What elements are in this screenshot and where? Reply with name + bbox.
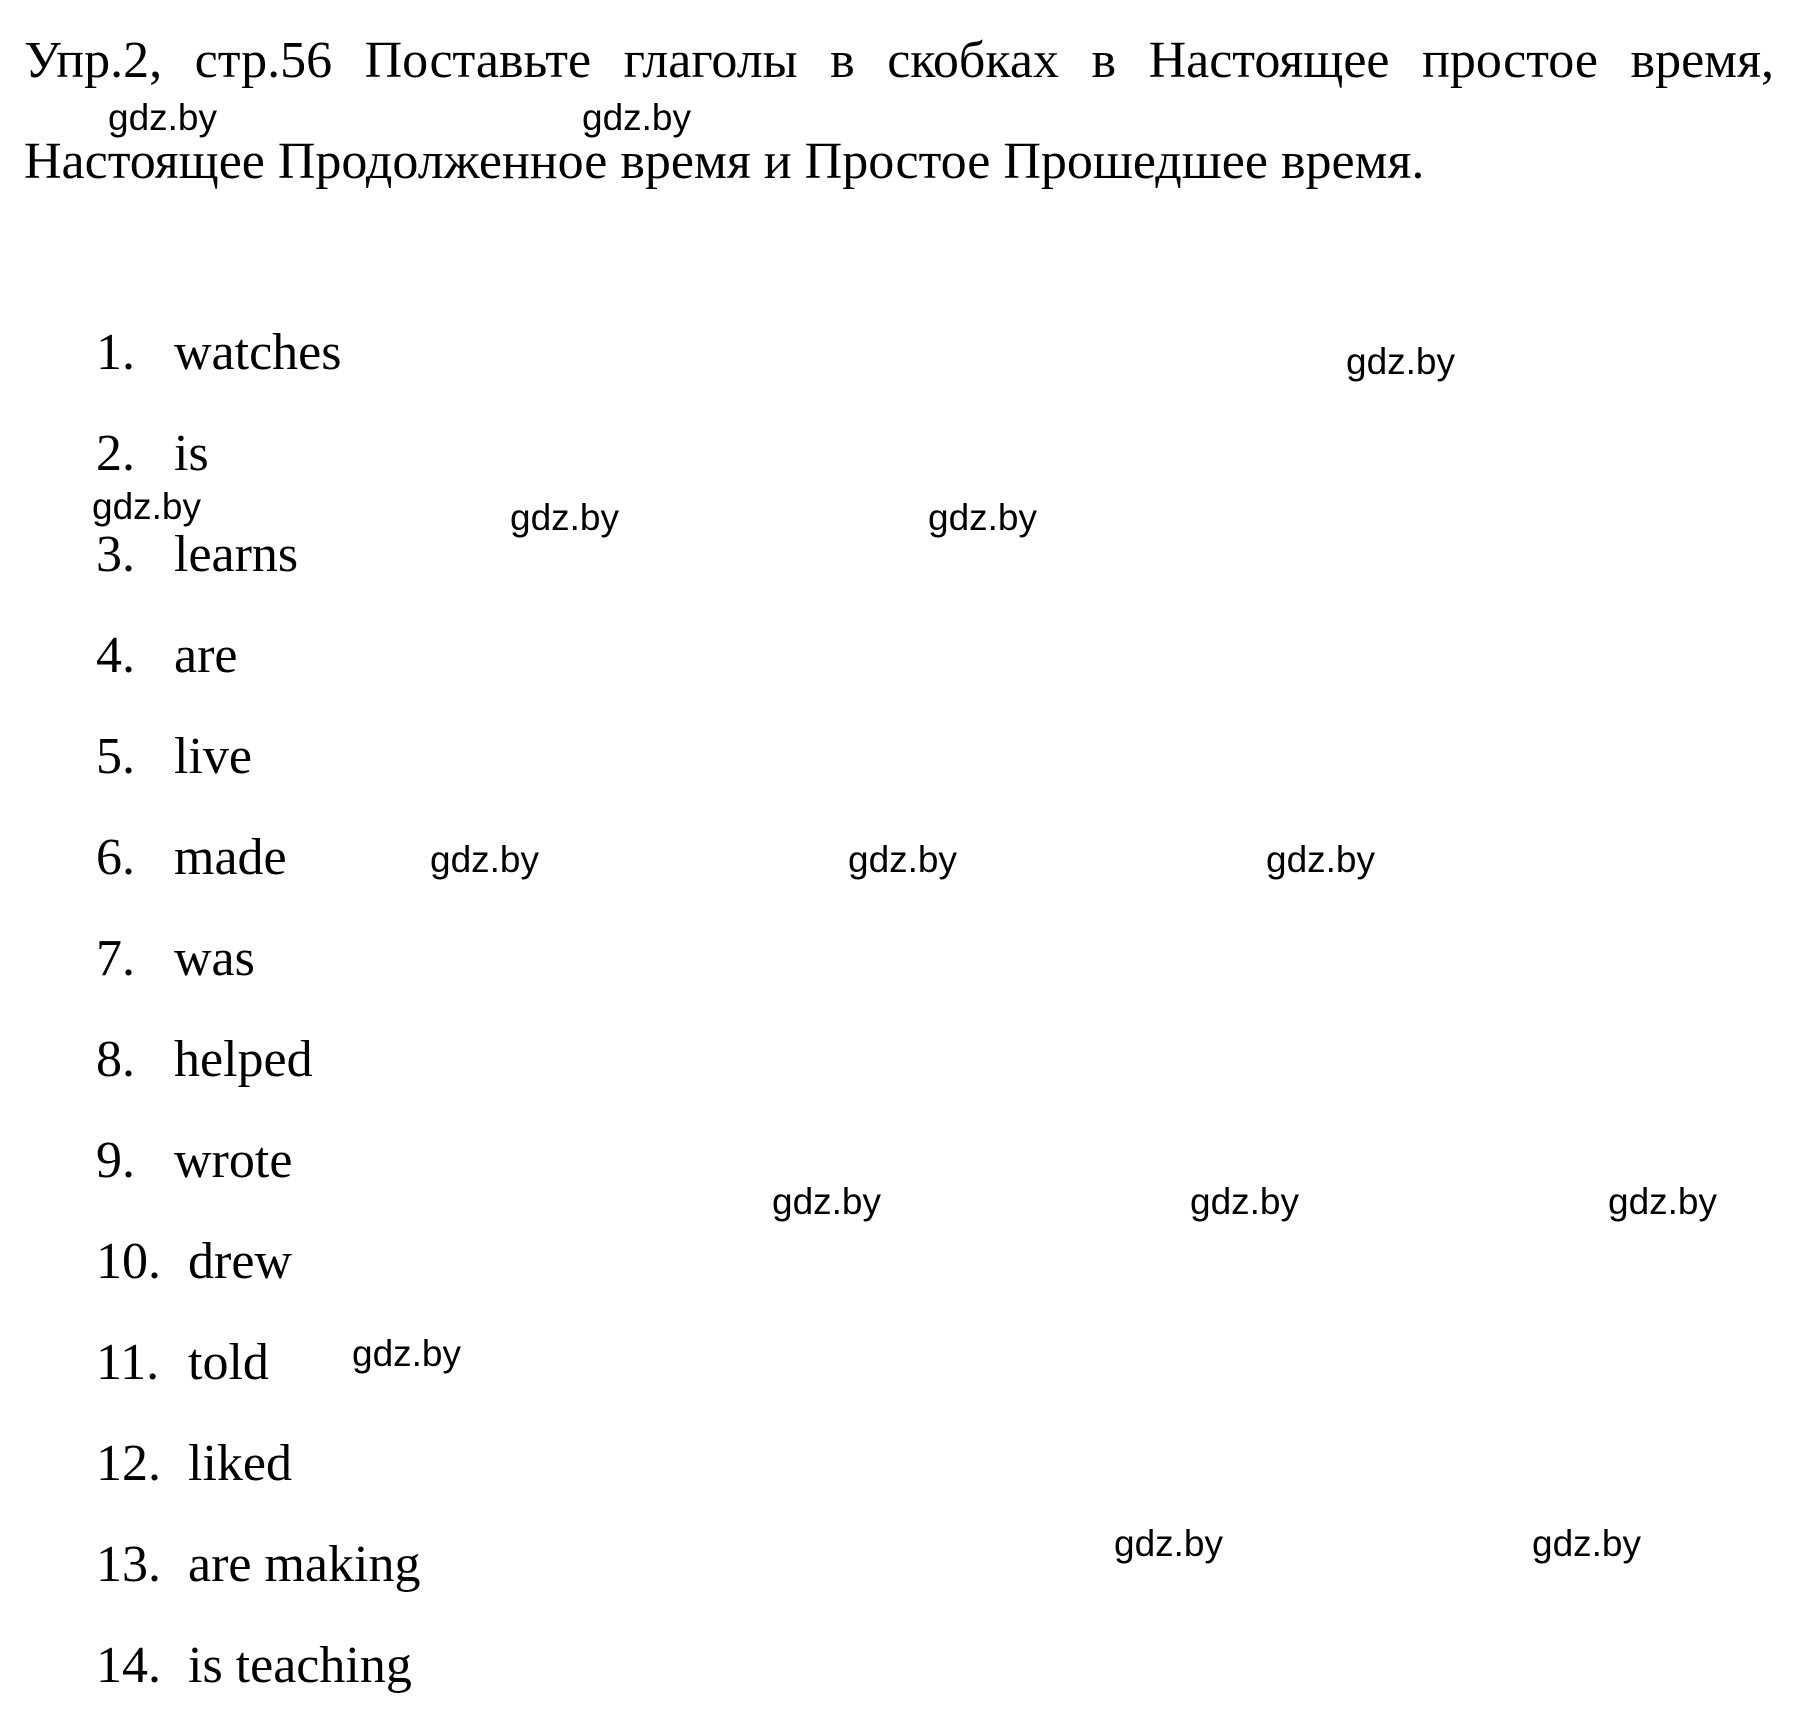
watermark-text: gdz.by [1114, 1523, 1224, 1564]
item-answer: watches [174, 324, 342, 381]
watermark-text: gdz.by [1608, 1181, 1718, 1222]
item-number: 10. [96, 1233, 161, 1290]
watermark-text: gdz.by [772, 1181, 882, 1222]
item-answer: made [174, 829, 287, 886]
exercise-instruction: Упр.2, стр.56 Поставьте глаголы в скобках в Настоящее простое время, Настоящее Продолженное время и Простое Прошедшее время. [24, 32, 1774, 190]
item-answer: was [174, 930, 255, 987]
item-answer: are making [188, 1536, 421, 1593]
item-answer: is [174, 425, 209, 482]
watermark-text: gdz.by [1190, 1181, 1300, 1222]
item-answer: wrote [174, 1132, 293, 1189]
item-number: 4. [96, 627, 135, 684]
watermark-text: gdz.by [928, 497, 1038, 538]
item-number: 3. [96, 526, 135, 583]
item-answer: liked [188, 1435, 292, 1492]
item-answer: helped [174, 1031, 313, 1088]
watermark-text: gdz.by [92, 486, 202, 527]
item-number: 1. [96, 324, 135, 381]
list-item [96, 1110, 420, 1211]
item-number: 13. [96, 1536, 161, 1593]
list-item [96, 1211, 420, 1312]
item-answer: live [174, 728, 252, 785]
watermark-text: gdz.by [510, 497, 620, 538]
item-number: 2. [96, 425, 135, 482]
item-number: 9. [96, 1132, 135, 1189]
watermark-text: gdz.by [1532, 1523, 1642, 1564]
watermark-text: gdz.by [352, 1333, 462, 1374]
item-answer: are [174, 627, 238, 684]
item-number: 7. [96, 930, 135, 987]
list-item [96, 1413, 420, 1514]
list-item [96, 1009, 420, 1110]
list-item [96, 302, 420, 403]
item-answer: told [188, 1334, 269, 1391]
list-item [96, 1514, 420, 1615]
watermark-text: gdz.by [1266, 839, 1376, 880]
item-number: 5. [96, 728, 135, 785]
watermark-text: gdz.by [430, 839, 540, 880]
list-item [96, 706, 420, 807]
watermark-text: gdz.by [108, 97, 218, 138]
item-answer: drew [188, 1233, 292, 1290]
item-number: 8. [96, 1031, 135, 1088]
item-number: 6. [96, 829, 135, 886]
item-answer: is teaching [188, 1637, 412, 1694]
item-answer: learns [174, 526, 299, 583]
item-number: 14. [96, 1637, 161, 1694]
list-item [96, 1615, 420, 1716]
item-number: 12. [96, 1435, 161, 1492]
watermark-text: gdz.by [582, 97, 692, 138]
list-item [96, 807, 420, 908]
watermark-text: gdz.by [848, 839, 958, 880]
list-item [96, 605, 420, 706]
watermark-text: gdz.by [1346, 341, 1456, 382]
list-item [96, 908, 420, 1009]
item-number: 11. [96, 1334, 160, 1391]
